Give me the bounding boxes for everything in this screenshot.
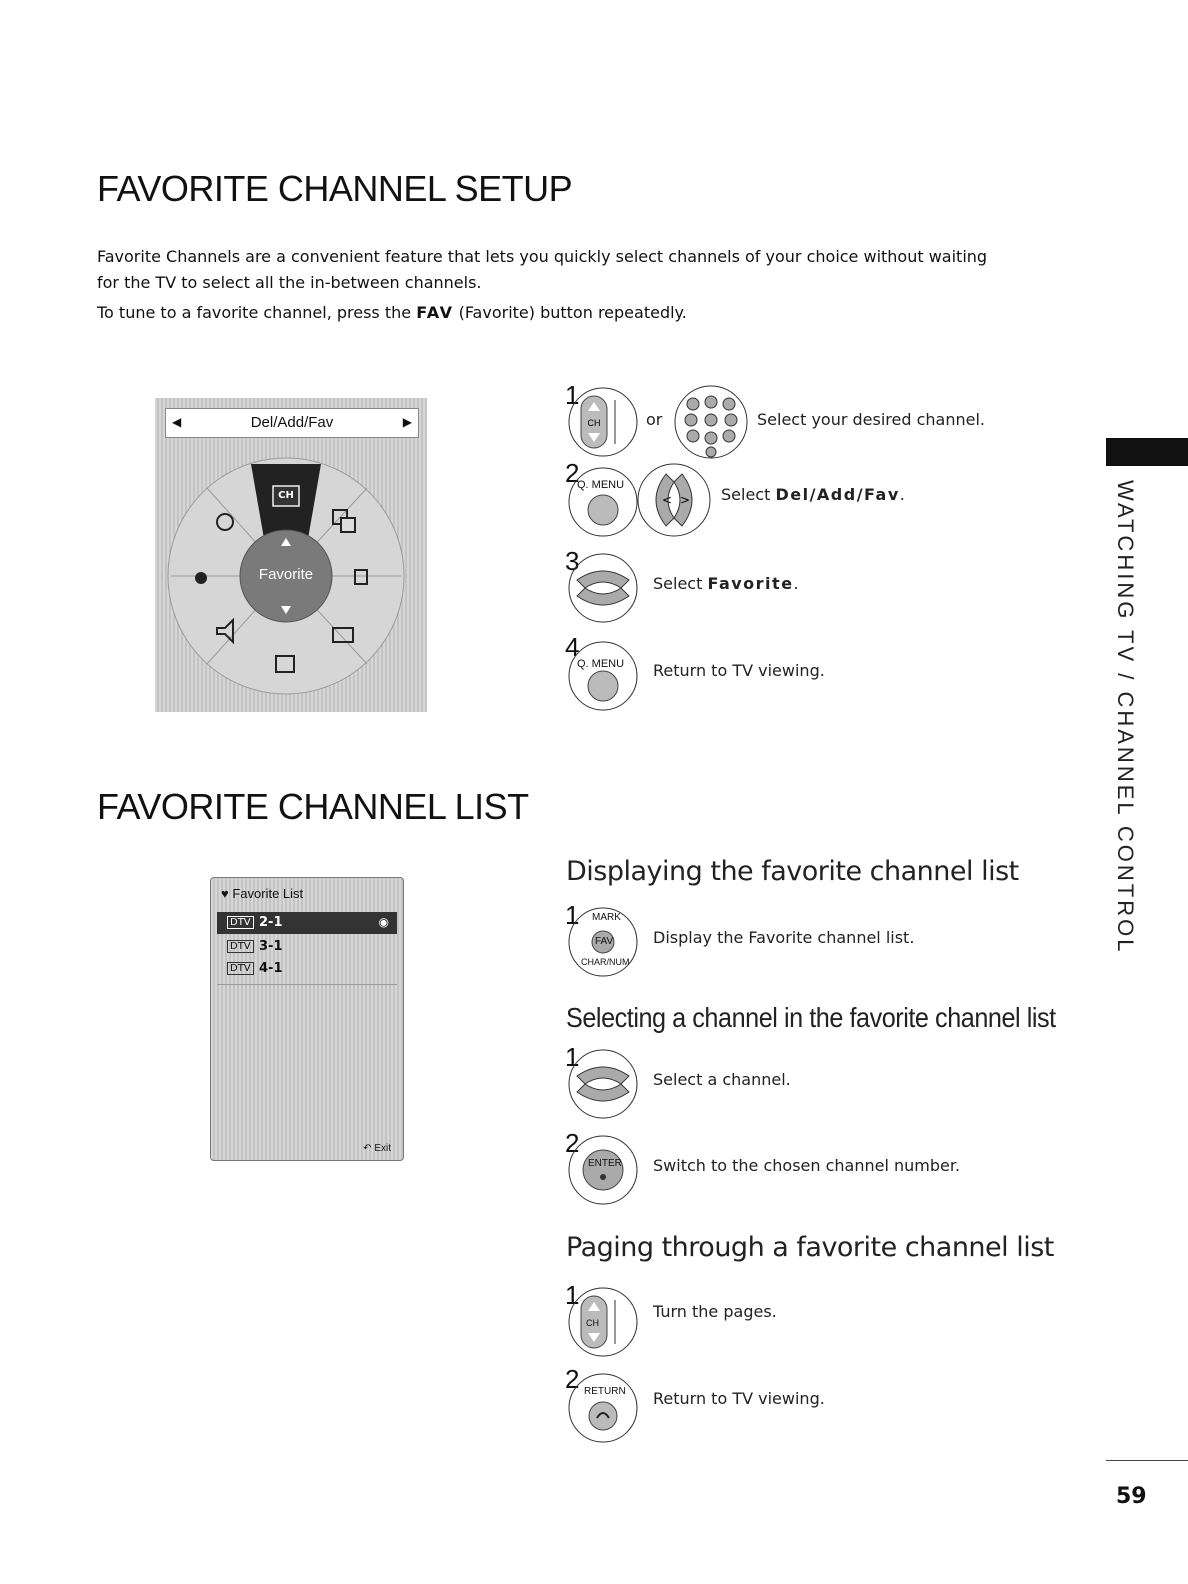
intro-line-1: Favorite Channels are a convenient feature that lets you quickly select channels of your choice without waiting [97, 247, 988, 266]
select-step-1-text: Select a channel. [653, 1070, 791, 1089]
chapter-label: WATCHING TV / CHANNEL CONTROL [1113, 480, 1138, 955]
page-step-2-num: 2 [565, 1364, 580, 1394]
intro-line-3-pre: To tune to a favorite channel, press the [97, 303, 412, 322]
channel-label: 3-1 [259, 939, 283, 954]
setup-step-2-num: 2 [565, 458, 580, 488]
up-down-button [567, 552, 639, 624]
q-menu-button-2 [567, 640, 639, 712]
top-bar [165, 408, 419, 438]
wheel-center-label: Favorite [258, 566, 314, 583]
channel-label: 2-1 [259, 915, 283, 930]
dtv-icon: DTV [227, 916, 254, 929]
list-row-selected [217, 912, 397, 934]
favorite-bold: Favorite [707, 574, 794, 593]
return-icon: ↶ [363, 1143, 372, 1154]
enter-label: ENTER [588, 1158, 622, 1169]
section-heading: Selecting a channel in the favorite channel list [566, 1002, 1056, 1033]
or-label: or [646, 410, 663, 429]
return-button [567, 1372, 639, 1444]
ch-page-button [567, 386, 639, 458]
left-right-button [636, 462, 712, 538]
mark-label: MARK [592, 912, 621, 923]
char-num-label: CHAR/NUM [581, 957, 630, 967]
up-down-button-2 [567, 1048, 639, 1120]
page-step-2-text: Return to TV viewing. [653, 1389, 825, 1408]
exit-hint [363, 1143, 391, 1154]
ch-page-button-2 [567, 1286, 639, 1358]
page-step-1-text: Turn the pages. [653, 1302, 777, 1321]
enter-button [567, 1134, 639, 1206]
setup-step-4-text: Return to TV viewing. [653, 661, 825, 680]
del-add-fav-bold: Del/Add/Fav [775, 485, 900, 504]
channel-label: 4-1 [259, 961, 283, 976]
list-row [217, 958, 397, 980]
dtv-icon: DTV [227, 940, 254, 953]
setup-step-1-text: Select your desired channel. [757, 410, 985, 429]
q-menu-label: Q. MENU [577, 479, 625, 491]
number-pad-button [673, 384, 749, 460]
page-number: 59 [1116, 1484, 1147, 1509]
selected-icon: ◉ [378, 915, 389, 929]
intro-fav-bold: FAV [416, 303, 454, 322]
list-title: FAVORITE CHANNEL LIST [97, 786, 529, 827]
setup-title: FAVORITE CHANNEL SETUP [97, 168, 573, 209]
svg-text:<: < [662, 493, 673, 507]
setup-step-3-text: Select Favorite. [653, 574, 799, 593]
list-row [217, 936, 397, 958]
q-menu-label-2: Q. MENU [577, 658, 625, 670]
heart-icon: ♥ [221, 886, 229, 901]
right-arrow-icon: ▶ [402, 415, 412, 429]
q-menu-button [567, 466, 639, 538]
display-step-1-text: Display the Favorite channel list. [653, 928, 915, 947]
select-step-1-num: 1 [565, 1042, 580, 1072]
setup-intro [97, 244, 1077, 326]
favorite-list-screen [210, 877, 404, 1161]
empty-rows [217, 984, 397, 1137]
page-number-rule [1106, 1460, 1188, 1461]
ch-label: CH [586, 1318, 599, 1328]
quick-menu-screen [155, 398, 427, 712]
favorite-list-header [221, 886, 303, 901]
left-arrow-icon: ◀ [172, 415, 182, 429]
setup-step-1-num: 1 [565, 380, 580, 410]
intro-line-3-post: (Favorite) button repeatedly. [458, 303, 687, 322]
setup-step-2-text: Select Del/Add/Fav. [721, 485, 905, 504]
setup-step-4-num: 4 [565, 632, 580, 662]
fav-label: FAV [595, 936, 614, 947]
section-heading: Paging through a favorite channel list [566, 1232, 1054, 1263]
setup-step-3-num: 3 [565, 546, 580, 576]
svg-text:>: > [680, 493, 691, 507]
chapter-tab [1106, 438, 1188, 466]
exit-label: Exit [374, 1143, 391, 1154]
page-step-1-num: 1 [565, 1280, 580, 1310]
section-heading: Displaying the favorite channel list [566, 856, 1019, 887]
intro-line-2: for the TV to select all the in-between channels. [97, 273, 482, 292]
audio-icon [195, 572, 207, 584]
top-bar-label: Del/Add/Fav [250, 414, 334, 431]
intro-line-3 [97, 300, 1077, 326]
ch-text: CH [587, 418, 601, 428]
display-step-1-num: 1 [565, 900, 580, 930]
select-step-2-text: Switch to the chosen channel number. [653, 1156, 961, 1175]
ch-icon-label: CH [278, 490, 294, 501]
favorite-list-header-label: Favorite List [232, 886, 304, 901]
select-step-2-num: 2 [565, 1128, 580, 1158]
dtv-icon: DTV [227, 962, 254, 975]
return-label: RETURN [584, 1386, 626, 1397]
